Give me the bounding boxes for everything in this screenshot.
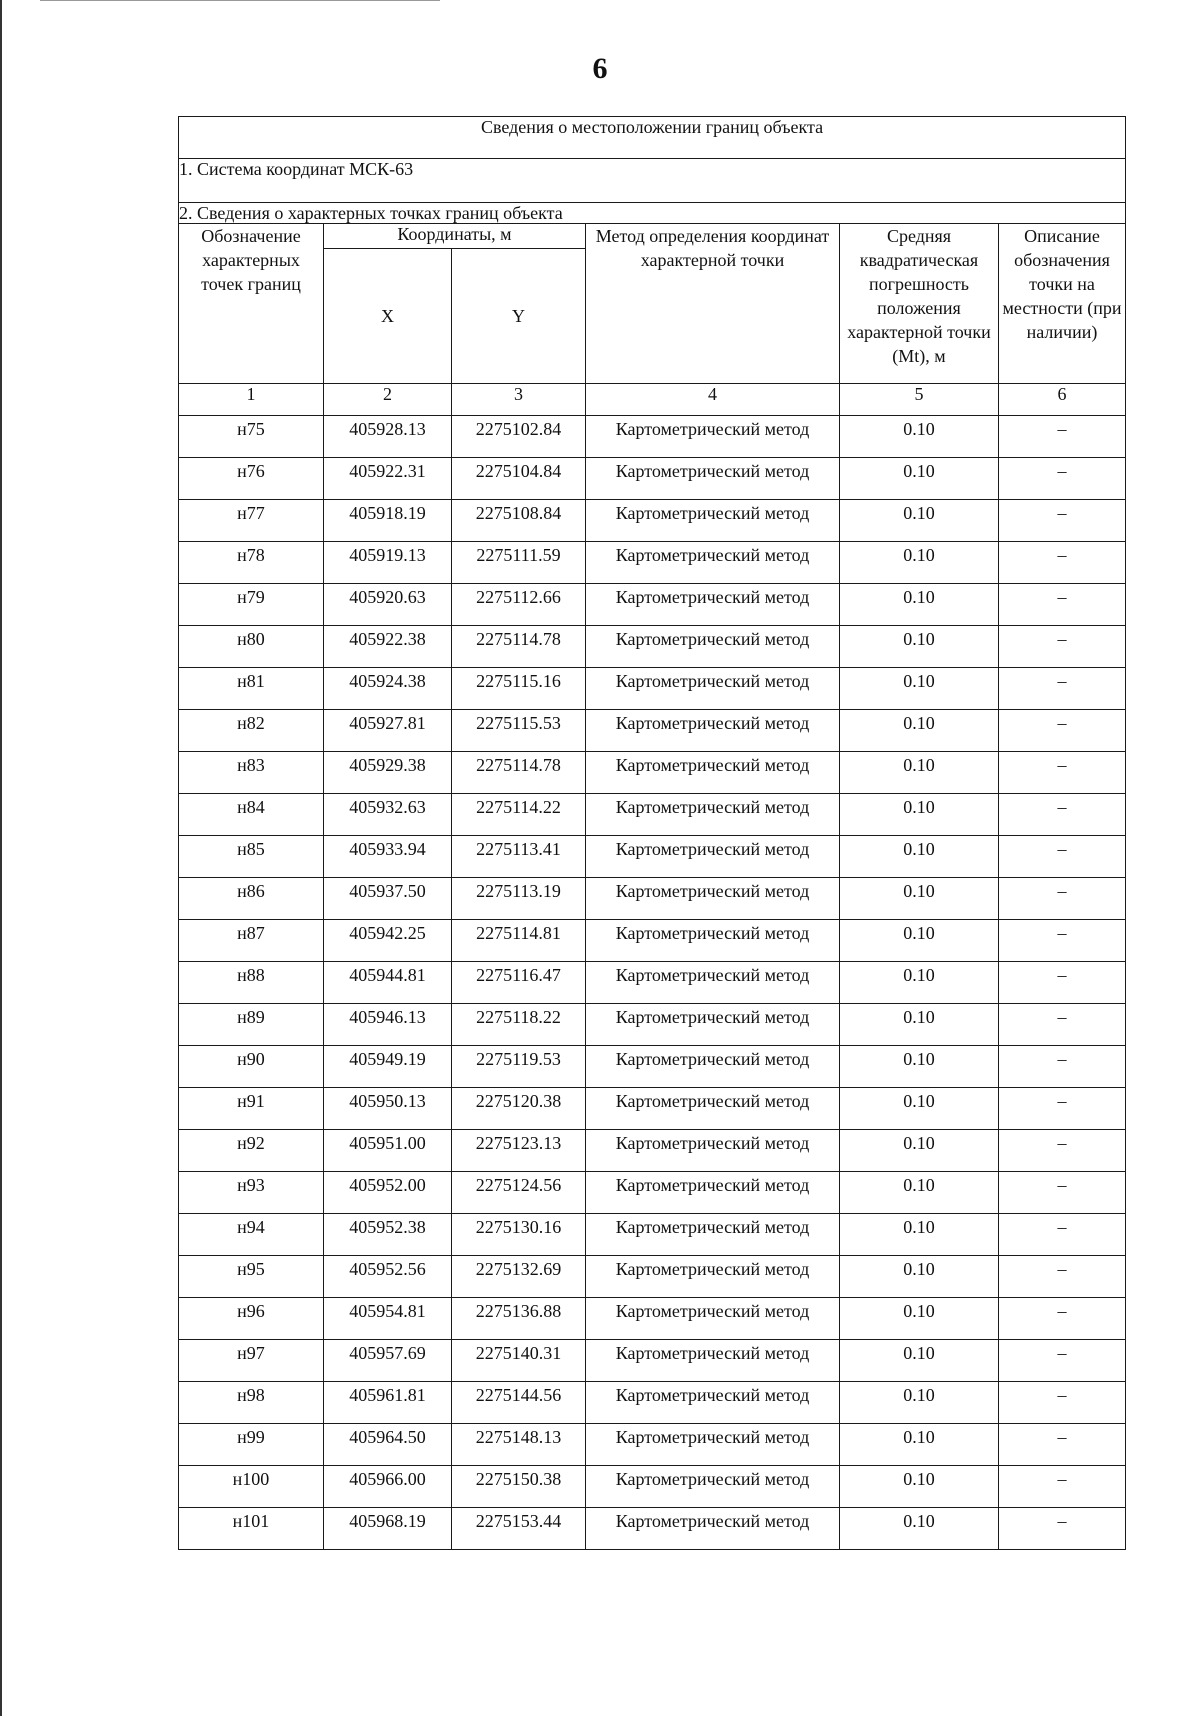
cell-coord-y: 2275112.66 [452, 584, 586, 626]
column-number-4: 4 [586, 384, 840, 416]
cell-point-id: н80 [179, 626, 324, 668]
cell-description: – [999, 416, 1126, 458]
cell-description: – [999, 542, 1126, 584]
cell-coord-y: 2275132.69 [452, 1256, 586, 1298]
cell-coord-y: 2275104.84 [452, 458, 586, 500]
cell-coord-x: 405937.50 [324, 878, 452, 920]
cell-method: Картометрический метод [586, 626, 840, 668]
coordinate-system: 1. Система координат МСК-63 [179, 159, 1126, 203]
cell-coord-y: 2275108.84 [452, 500, 586, 542]
cell-coord-y: 2275114.22 [452, 794, 586, 836]
cell-mean-error: 0.10 [840, 584, 999, 626]
cell-mean-error: 0.10 [840, 1424, 999, 1466]
cell-mean-error: 0.10 [840, 1298, 999, 1340]
table-row [179, 542, 1126, 584]
cell-method: Картометрический метод [586, 1046, 840, 1088]
table-row [179, 962, 1126, 1004]
cell-description: – [999, 500, 1126, 542]
cell-description: – [999, 584, 1126, 626]
cell-mean-error: 0.10 [840, 416, 999, 458]
cell-point-id: н75 [179, 416, 324, 458]
table-row [179, 1130, 1126, 1172]
cell-coord-y: 2275130.16 [452, 1214, 586, 1256]
page-edge [0, 0, 2, 1716]
cell-description: – [999, 1004, 1126, 1046]
cell-coord-x: 405957.69 [324, 1340, 452, 1382]
cell-coord-x: 405922.31 [324, 458, 452, 500]
cell-mean-error: 0.10 [840, 1256, 999, 1298]
cell-mean-error: 0.10 [840, 626, 999, 668]
table-row [179, 710, 1126, 752]
table-row [179, 794, 1126, 836]
cell-method: Картометрический метод [586, 710, 840, 752]
cell-point-id: н100 [179, 1466, 324, 1508]
cell-coord-y: 2275153.44 [452, 1508, 586, 1550]
cell-point-id: н93 [179, 1172, 324, 1214]
cell-method: Картометрический метод [586, 794, 840, 836]
scan-artifact-line [40, 0, 440, 1]
cell-coord-y: 2275113.41 [452, 836, 586, 878]
cell-coord-x: 405929.38 [324, 752, 452, 794]
cell-coord-y: 2275140.31 [452, 1340, 586, 1382]
boundary-points-table [178, 116, 1126, 1550]
cell-description: – [999, 1046, 1126, 1088]
cell-point-id: н84 [179, 794, 324, 836]
cell-description: – [999, 458, 1126, 500]
cell-description: – [999, 1466, 1126, 1508]
cell-point-id: н81 [179, 668, 324, 710]
cell-coord-y: 2275120.38 [452, 1088, 586, 1130]
cell-coord-y: 2275118.22 [452, 1004, 586, 1046]
cell-point-id: н86 [179, 878, 324, 920]
cell-method: Картометрический метод [586, 1424, 840, 1466]
cell-mean-error: 0.10 [840, 1004, 999, 1046]
cell-point-id: н88 [179, 962, 324, 1004]
cell-method: Картометрический метод [586, 458, 840, 500]
cell-coord-x: 405924.38 [324, 668, 452, 710]
cell-coord-y: 2275113.19 [452, 878, 586, 920]
table-row [179, 1298, 1126, 1340]
header-point-designation: Обозначение характерных точек границ [179, 224, 324, 384]
cell-description: – [999, 668, 1126, 710]
table-row [179, 1004, 1126, 1046]
table-row [179, 1046, 1126, 1088]
cell-mean-error: 0.10 [840, 1508, 999, 1550]
cell-description: – [999, 794, 1126, 836]
cell-coord-x: 405928.13 [324, 416, 452, 458]
column-number-5: 5 [840, 384, 999, 416]
cell-point-id: н96 [179, 1298, 324, 1340]
cell-description: – [999, 1340, 1126, 1382]
cell-point-id: н79 [179, 584, 324, 626]
cell-method: Картометрический метод [586, 878, 840, 920]
cell-point-id: н89 [179, 1004, 324, 1046]
cell-point-id: н95 [179, 1256, 324, 1298]
cell-coord-y: 2275102.84 [452, 416, 586, 458]
header-description: Описание обозначения точки на местности (при наличии) [999, 224, 1126, 384]
cell-method: Картометрический метод [586, 1298, 840, 1340]
cell-coord-x: 405927.81 [324, 710, 452, 752]
table-row [179, 1466, 1126, 1508]
cell-coord-x: 405918.19 [324, 500, 452, 542]
cell-coord-x: 405961.81 [324, 1382, 452, 1424]
cell-coord-y: 2275144.56 [452, 1382, 586, 1424]
cell-coord-y: 2275114.81 [452, 920, 586, 962]
table-row [179, 416, 1126, 458]
table-row [179, 836, 1126, 878]
cell-method: Картометрический метод [586, 1340, 840, 1382]
cell-mean-error: 0.10 [840, 1130, 999, 1172]
cell-mean-error: 0.10 [840, 542, 999, 584]
cell-description: – [999, 1130, 1126, 1172]
cell-point-id: н98 [179, 1382, 324, 1424]
cell-coord-y: 2275115.16 [452, 668, 586, 710]
cell-method: Картометрический метод [586, 584, 840, 626]
header-x: X [324, 249, 452, 384]
cell-mean-error: 0.10 [840, 1088, 999, 1130]
cell-description: – [999, 1172, 1126, 1214]
table-row [179, 458, 1126, 500]
cell-method: Картометрический метод [586, 668, 840, 710]
cell-coord-x: 405952.38 [324, 1214, 452, 1256]
column-number-3: 3 [452, 384, 586, 416]
cell-description: – [999, 1256, 1126, 1298]
cell-point-id: н91 [179, 1088, 324, 1130]
cell-coord-x: 405968.19 [324, 1508, 452, 1550]
cell-mean-error: 0.10 [840, 962, 999, 1004]
cell-coord-x: 405964.50 [324, 1424, 452, 1466]
cell-mean-error: 0.10 [840, 1340, 999, 1382]
cell-point-id: н87 [179, 920, 324, 962]
table-row [179, 584, 1126, 626]
cell-method: Картометрический метод [586, 836, 840, 878]
cell-coord-y: 2275114.78 [452, 626, 586, 668]
cell-method: Картометрический метод [586, 920, 840, 962]
cell-coord-x: 405949.19 [324, 1046, 452, 1088]
cell-point-id: н92 [179, 1130, 324, 1172]
cell-mean-error: 0.10 [840, 752, 999, 794]
cell-point-id: н77 [179, 500, 324, 542]
cell-method: Картометрический метод [586, 542, 840, 584]
cell-method: Картометрический метод [586, 1382, 840, 1424]
cell-point-id: н97 [179, 1340, 324, 1382]
cell-point-id: н82 [179, 710, 324, 752]
cell-coord-x: 405944.81 [324, 962, 452, 1004]
cell-coord-x: 405946.13 [324, 1004, 452, 1046]
cell-coord-y: 2275111.59 [452, 542, 586, 584]
cell-point-id: н90 [179, 1046, 324, 1088]
cell-mean-error: 0.10 [840, 1466, 999, 1508]
table-row [179, 668, 1126, 710]
cell-method: Картометрический метод [586, 1088, 840, 1130]
cell-point-id: н85 [179, 836, 324, 878]
table-row [179, 1424, 1126, 1466]
table-row [179, 1088, 1126, 1130]
cell-method: Картометрический метод [586, 1004, 840, 1046]
cell-method: Картометрический метод [586, 962, 840, 1004]
cell-coord-x: 405966.00 [324, 1466, 452, 1508]
column-number-1: 1 [179, 384, 324, 416]
cell-mean-error: 0.10 [840, 1172, 999, 1214]
cell-coord-y: 2275116.47 [452, 962, 586, 1004]
table-row [179, 626, 1126, 668]
cell-description: – [999, 1382, 1126, 1424]
table-row [179, 752, 1126, 794]
cell-point-id: н101 [179, 1508, 324, 1550]
cell-method: Картометрический метод [586, 416, 840, 458]
cell-method: Картометрический метод [586, 1214, 840, 1256]
cell-mean-error: 0.10 [840, 920, 999, 962]
cell-description: – [999, 962, 1126, 1004]
section-title: 2. Сведения о характерных точках границ объекта [179, 203, 1126, 224]
cell-description: – [999, 752, 1126, 794]
cell-method: Картометрический метод [586, 1256, 840, 1298]
cell-coord-x: 405922.38 [324, 626, 452, 668]
header-mean-error [840, 224, 999, 384]
cell-method: Картометрический метод [586, 1508, 840, 1550]
cell-method: Картометрический метод [586, 1172, 840, 1214]
cell-coord-y: 2275115.53 [452, 710, 586, 752]
cell-coord-y: 2275150.38 [452, 1466, 586, 1508]
cell-mean-error: 0.10 [840, 710, 999, 752]
cell-mean-error: 0.10 [840, 878, 999, 920]
cell-point-id: н99 [179, 1424, 324, 1466]
cell-mean-error: 0.10 [840, 836, 999, 878]
cell-coord-y: 2275148.13 [452, 1424, 586, 1466]
cell-coord-x: 405942.25 [324, 920, 452, 962]
cell-coord-x: 405933.94 [324, 836, 452, 878]
cell-mean-error: 0.10 [840, 1046, 999, 1088]
cell-mean-error: 0.10 [840, 668, 999, 710]
cell-coord-y: 2275123.13 [452, 1130, 586, 1172]
cell-description: – [999, 1214, 1126, 1256]
header-mean-error-text: Средняя квадратическая погрешность положения характерной точки (Mt), м [847, 226, 991, 366]
cell-mean-error: 0.10 [840, 458, 999, 500]
column-number-6: 6 [999, 384, 1126, 416]
cell-mean-error: 0.10 [840, 794, 999, 836]
cell-coord-y: 2275114.78 [452, 752, 586, 794]
header-method: Метод определения координат характерной точки [586, 224, 840, 384]
cell-description: – [999, 1088, 1126, 1130]
table-row [179, 1256, 1126, 1298]
cell-description: – [999, 920, 1126, 962]
cell-description: – [999, 836, 1126, 878]
cell-coord-x: 405920.63 [324, 584, 452, 626]
cell-method: Картометрический метод [586, 1130, 840, 1172]
cell-coord-x: 405952.56 [324, 1256, 452, 1298]
table-title: Сведения о местоположении границ объекта [179, 117, 1126, 159]
table-row [179, 500, 1126, 542]
cell-description: – [999, 1424, 1126, 1466]
cell-mean-error: 0.10 [840, 1214, 999, 1256]
table-row [179, 1340, 1126, 1382]
table-row [179, 920, 1126, 962]
table-row [179, 1214, 1126, 1256]
cell-coord-y: 2275136.88 [452, 1298, 586, 1340]
column-number-2: 2 [324, 384, 452, 416]
header-coordinates: Координаты, м [324, 224, 586, 249]
table-row [179, 1382, 1126, 1424]
cell-coord-x: 405954.81 [324, 1298, 452, 1340]
cell-method: Картометрический метод [586, 500, 840, 542]
table-row [179, 878, 1126, 920]
cell-description: – [999, 626, 1126, 668]
cell-method: Картометрический метод [586, 1466, 840, 1508]
cell-coord-x: 405951.00 [324, 1130, 452, 1172]
cell-point-id: н78 [179, 542, 324, 584]
cell-mean-error: 0.10 [840, 1382, 999, 1424]
table-row [179, 1508, 1126, 1550]
cell-coord-x: 405952.00 [324, 1172, 452, 1214]
cell-description: – [999, 878, 1126, 920]
table-row [179, 1172, 1126, 1214]
cell-description: – [999, 710, 1126, 752]
cell-point-id: н94 [179, 1214, 324, 1256]
header-y: Y [452, 249, 586, 384]
cell-point-id: н83 [179, 752, 324, 794]
cell-description: – [999, 1508, 1126, 1550]
cell-coord-y: 2275119.53 [452, 1046, 586, 1088]
cell-description: – [999, 1298, 1126, 1340]
cell-coord-x: 405950.13 [324, 1088, 452, 1130]
cell-coord-x: 405919.13 [324, 542, 452, 584]
cell-coord-y: 2275124.56 [452, 1172, 586, 1214]
cell-point-id: н76 [179, 458, 324, 500]
cell-coord-x: 405932.63 [324, 794, 452, 836]
cell-method: Картометрический метод [586, 752, 840, 794]
cell-mean-error: 0.10 [840, 500, 999, 542]
page-number: 6 [592, 52, 608, 85]
